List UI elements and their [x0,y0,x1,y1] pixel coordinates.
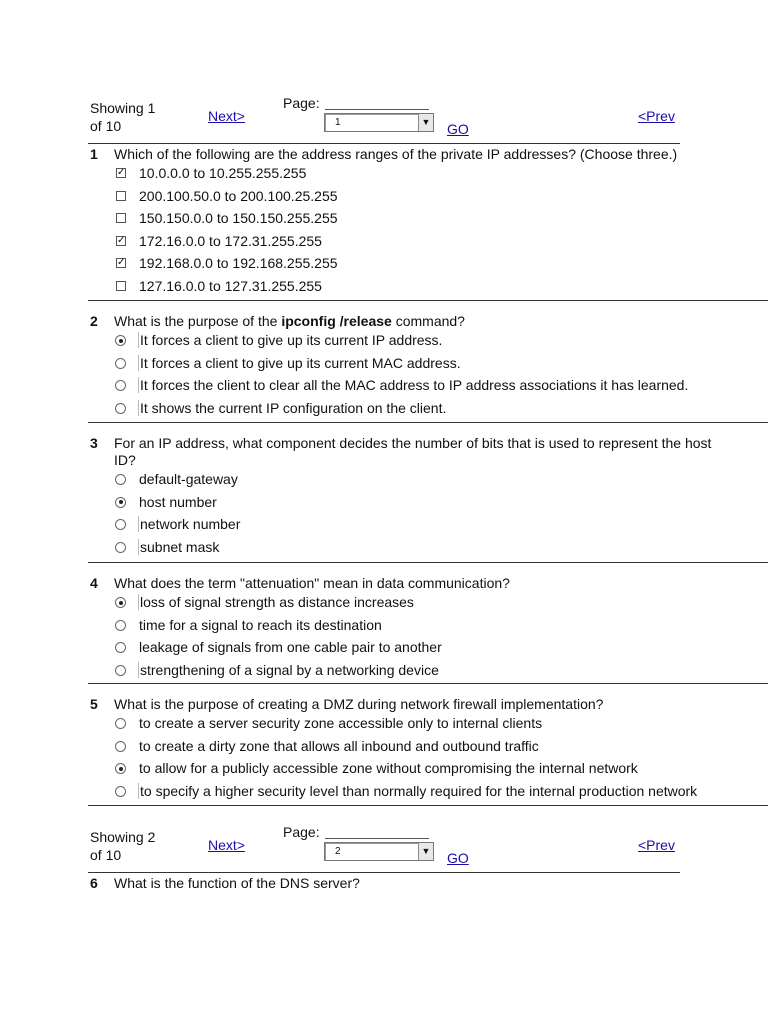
radio-selected[interactable] [115,335,126,346]
checkbox-checked[interactable]: ✓ [117,257,126,269]
option-label: to create a dirty zone that allows all inbound and outbound traffic [139,737,539,754]
question-text: Which of the following are the address ranges of the private IP addresses? (Choose three.) [114,146,678,162]
checkbox[interactable] [116,191,126,201]
option-label: to allow for a publicly accessible zone without compromising the internal network [139,760,638,777]
showing-total: of 10 [90,118,122,134]
radio[interactable] [115,358,126,369]
radio-selected[interactable] [115,497,126,508]
option-label: It forces a client to give up its current MAC address. [140,354,461,371]
option-label: 172.16.0.0 to 172.31.255.255 [139,232,322,249]
page-select[interactable] [324,113,434,132]
showing-status [90,828,155,864]
question-text [114,313,744,330]
radio[interactable] [115,718,126,729]
divider [325,838,429,839]
option-label: time for a signal to reach its destination [139,616,382,633]
question-number: 5 [90,696,98,712]
option-label: 150.150.0.0 to 150.150.255.255 [139,210,338,227]
radio[interactable] [115,474,126,485]
radio[interactable] [115,620,126,631]
divider [88,805,768,806]
question-number: 6 [90,875,98,891]
option-label: It forces the client to clear all the MAC address to IP address associations it has learned. [140,377,689,394]
page-select[interactable] [324,842,434,861]
question-number: 2 [90,313,98,329]
chevron-down-icon[interactable]: ▼ [418,114,433,131]
page-select-value: 1 [335,117,341,128]
option-label: 127.16.0.0 to 127.31.255.255 [139,277,322,294]
prev-link[interactable]: <Prev [638,837,675,853]
divider [88,872,680,873]
divider [325,109,429,110]
checkbox-checked[interactable]: ✓ [117,234,126,246]
question-text: What does the term "attenuation" mean in data communication? [114,575,510,591]
checkbox[interactable] [116,281,126,291]
prev-link[interactable]: <Prev [638,108,675,124]
radio-selected[interactable] [115,597,126,608]
option-label: 192.168.0.0 to 192.168.255.255 [139,255,338,272]
next-link[interactable]: Next> [208,108,245,124]
radio[interactable] [115,519,126,530]
option-label: 10.0.0.0 to 10.255.255.255 [139,165,307,181]
question-text-part: What is the purpose of the [114,313,282,329]
option-label: to create a server security zone accessible only to internal clients [139,715,543,731]
option-label: leakage of signals from one cable pair to another [139,639,442,656]
checkbox-checked[interactable]: ✓ [117,167,126,178]
radio[interactable] [115,665,126,676]
radio[interactable] [115,403,126,414]
showing-text: Showing 2 [90,829,156,845]
question-number: 3 [90,435,98,451]
divider [88,143,680,144]
showing-status [90,99,155,135]
divider [88,300,768,301]
radio[interactable] [115,786,126,797]
option-label: host number [139,493,217,510]
chevron-down-icon[interactable]: ▼ [418,843,433,860]
option-label: strengthening of a signal by a networking device [140,661,439,678]
option-label: network number [140,516,241,533]
page-select-value: 2 [335,846,341,857]
go-link[interactable]: GO [447,121,469,137]
divider [88,422,768,423]
question-text: What is the purpose of creating a DMZ during network firewall implementation? [114,696,604,712]
command-name: ipconfig /release [281,313,392,329]
question-text: What is the function of the DNS server? [114,875,360,891]
page-label: Page: [283,95,320,111]
option-label: 200.100.50.0 to 200.100.25.255 [139,187,338,204]
showing-text: Showing 1 [90,100,156,116]
checkbox[interactable] [116,213,126,223]
option-label: loss of signal strength as distance increases [140,594,414,610]
go-link[interactable]: GO [447,850,469,866]
option-label: It shows the current IP configuration on the client. [140,399,447,416]
option-label: It forces a client to give up its current IP address. [140,332,443,348]
divider [88,683,768,684]
next-link[interactable]: Next> [208,837,245,853]
question-number: 4 [90,575,98,591]
radio-selected[interactable] [115,763,126,774]
question-text: For an IP address, what component decides the number of bits that is used to represent the host ID? [114,435,712,468]
question-text-part: command? [391,313,465,329]
option-label: subnet mask [140,538,220,555]
option-label: default-gateway [139,471,238,487]
radio[interactable] [115,380,126,391]
showing-total: of 10 [90,847,122,863]
radio[interactable] [115,741,126,752]
radio[interactable] [115,542,126,553]
page-label: Page: [283,824,320,840]
option-label: to specify a higher security level than normally required for the internal production network [140,782,698,799]
divider [88,562,768,563]
question-number: 1 [90,146,98,162]
radio[interactable] [115,642,126,653]
